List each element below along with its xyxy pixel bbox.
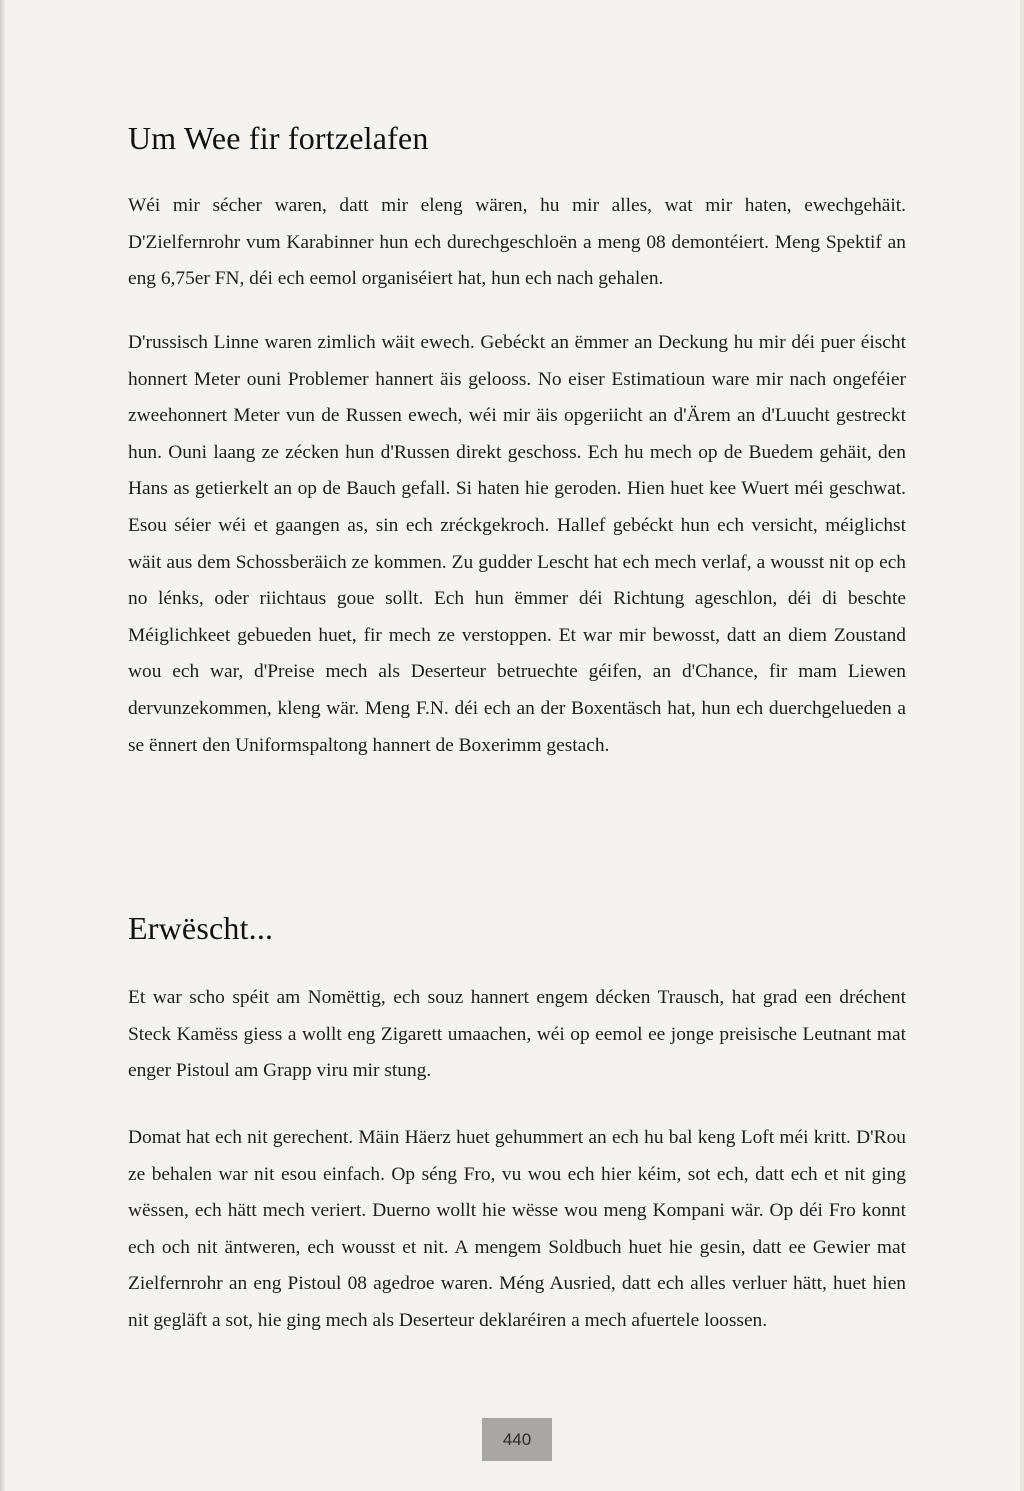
section-heading-erwescht: Erwëscht... — [128, 910, 274, 946]
page-outer-edge — [1020, 0, 1024, 1491]
page-number: 440 — [482, 1418, 552, 1461]
paragraph: Domat hat ech nit gerechent. Mäin Häerz huet gehummert an ech hu bal keng Loft méi kritt. D'Rou ze behalen war nit esou einfach. Op séng Fro, vu wou ech hier kéim, sot ech, datt ech et nit ging wëssen, ech hätt mech veriert. Duerno wollt hie wësse wou meng Kompani wär. Op déi Fro konnt ech och nit äntweren, ech wousst et nit. A mengem Soldbuch huet hie gesin, datt ee Gewier mat Zielfernrohr an eng Pistoul 08 agedroe waren. Méng Ausried, datt ech alles verluer hätt, huet hien nit gegläft a sot, hie ging mech als Deserteur deklaréiren a mech afuertele loossen. — [128, 1127, 906, 1331]
page-binding-edge — [0, 0, 6, 1491]
paragraph: Wéi mir sécher waren, datt mir eleng wären, hu mir alles, wat mir haten, ewechgehäit. D'Zielfernrohr vum Karabinner hun ech durechgeschloën a meng 08 demontéiert. Meng Spektif an eng 6,75er FN, déi ech eemol organiséiert hat, hun ech nach gehalen. — [128, 195, 906, 290]
paragraph: D'russisch Linne waren zimlich wäit ewech. Gebéckt an ëmmer an Deckung hu mir déi puer éischt honnert Meter ouni Problemer hannert äis gelooss. No eiser Estimatioun ware mir nach ongeféier zweehonnert Meter vun de Russen ewech, wéi mir äis opgeriicht an d'Ärem an d'Luucht gestreckt hun. Ouni laang ze zécken hun d'Russen direkt geschoss. Ech hu mech op de Buedem gehäit, den Hans as getierkelt an op de Bauch gefall. Si haten hie geroden. Hien huet kee Wuert méi geschwat. Esou séier wéi et gaangen as, sin ech zréckgekroch. Hallef gebéckt hun ech versicht, méiglichst wäit aus dem Schossberäich ze kommen. Zu gudder Lescht hat ech mech verlaf, a wousst nit op ech no lénks, oder riichtaus goue sollt. Ech hun ëmmer déi Richtung ageschlon, déi di beschte Méiglichkeet gebueden huet, fir mech ze verstoppen. Et war mir bewosst, datt an diem Zoustand wou ech war, d'Preise mech als Deserteur betruechte géifen, an d'Chance, fir mam Liewen dervunzekommen, kleng wär. Meng F.N. déi ech an der Boxentäsch hat, hun ech duerchgelueden a se ënnert den Uniformspaltong hannert de Boxerimm gestach. — [128, 332, 906, 756]
paragraph: Et war scho spéit am Nomëttig, ech souz hannert engem décken Trausch, hat grad een dréchent Steck Kamëss giess a wollt eng Zigarett umaachen, wéi op eemol ee jonge preisische Leutnant mat enger Pistoul am Grapp viru mir stung. — [128, 987, 906, 1082]
section-heading-um-wee: Um Wee fir fortzelafen — [128, 120, 429, 156]
